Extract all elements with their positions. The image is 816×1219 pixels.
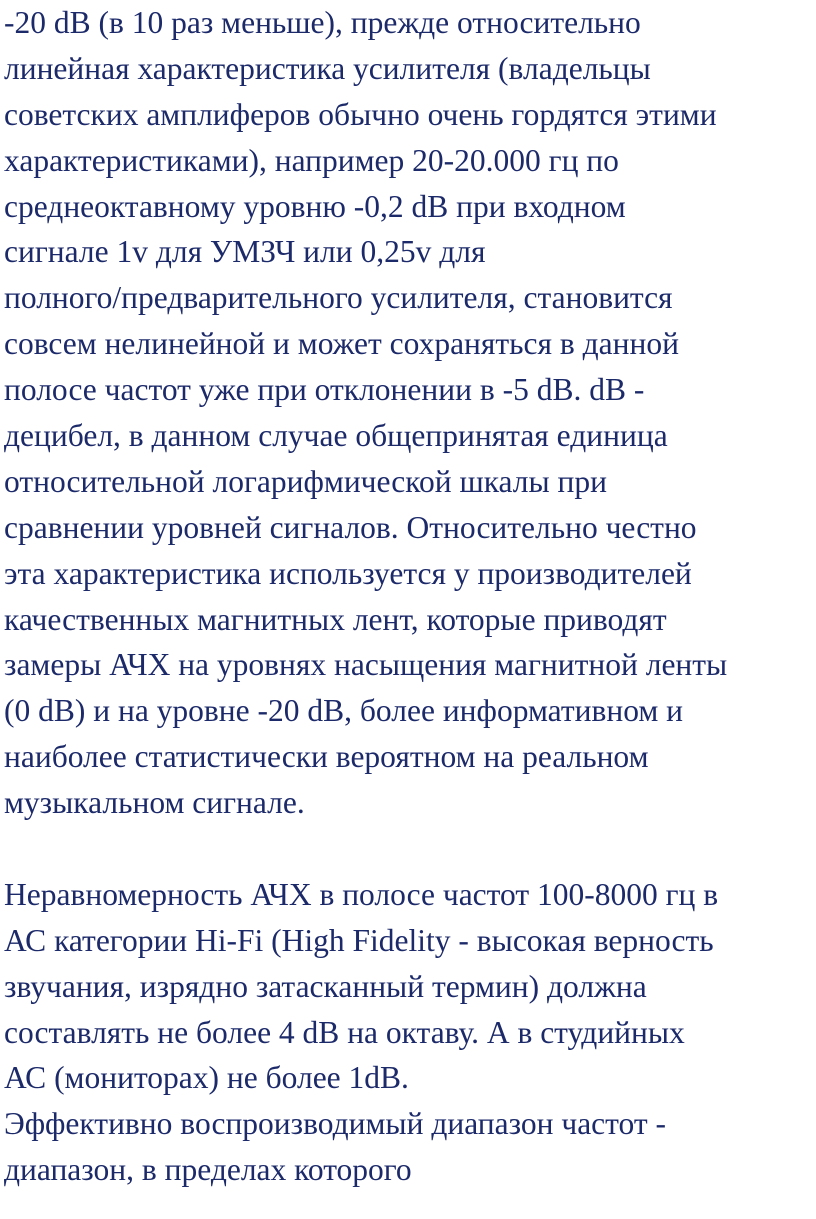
text-line: Неравномерность АЧХ в полосе частот 100-8000 гц в — [4, 876, 719, 912]
text-line: эта характеристика используется у производителей — [4, 555, 692, 591]
text-line: АС (мониторах) не более 1dB. — [4, 1060, 409, 1096]
text-line: совсем нелинейной и может сохраняться в данной — [4, 326, 679, 362]
paragraph-hifi-requirements — [4, 872, 812, 1101]
text-line: Эффективно воспроизводимый диапазон частот - — [4, 1106, 666, 1142]
paragraph-spacer — [4, 826, 812, 872]
text-line: АС категории Hi-Fi (High Fidelity - высокая верность — [4, 922, 714, 958]
text-line: полосе частот уже при отклонении в -5 dB. dB - — [4, 372, 645, 408]
text-line: диапазон, в пределах которого — [4, 1152, 412, 1188]
document-page — [4, 0, 812, 1193]
paragraph-frequency-response — [4, 0, 812, 826]
text-line: относительной логарифмической шкалы при — [4, 463, 608, 499]
text-line: децибел, в данном случае общепринятая единица — [4, 418, 668, 454]
text-line: звучания, изрядно затасканный термин) должна — [4, 968, 647, 1004]
text-line: линейная характеристика усилителя (владельцы — [4, 50, 651, 86]
text-line: замеры АЧХ на уровнях насыщения магнитной ленты — [4, 647, 728, 683]
text-line: наиболее статистически вероятном на реальном — [4, 739, 649, 775]
text-line: сравнении уровней сигналов. Относительно честно — [4, 509, 697, 545]
text-line: составлять не более 4 dB на октаву. А в студийных — [4, 1014, 685, 1050]
text-line: музыкальном сигнале. — [4, 785, 305, 821]
text-line: сигнале 1v для УМЗЧ или 0,25v для — [4, 234, 486, 270]
text-line: среднеоктавному уровню -0,2 dB при входном — [4, 188, 626, 224]
text-line: качественных магнитных лент, которые приводят — [4, 601, 667, 637]
text-line: характеристиками), например 20-20.000 гц по — [4, 142, 619, 178]
text-line: -20 dB (в 10 раз меньше), прежде относительно — [4, 5, 641, 40]
text-line: полного/предварительного усилителя, становится — [4, 280, 673, 316]
text-line: советских амплиферов обычно очень гордятся этими — [4, 96, 717, 132]
paragraph-effective-range — [4, 1101, 812, 1193]
text-line: (0 dB) и на уровне -20 dB, более информативном и — [4, 693, 684, 729]
